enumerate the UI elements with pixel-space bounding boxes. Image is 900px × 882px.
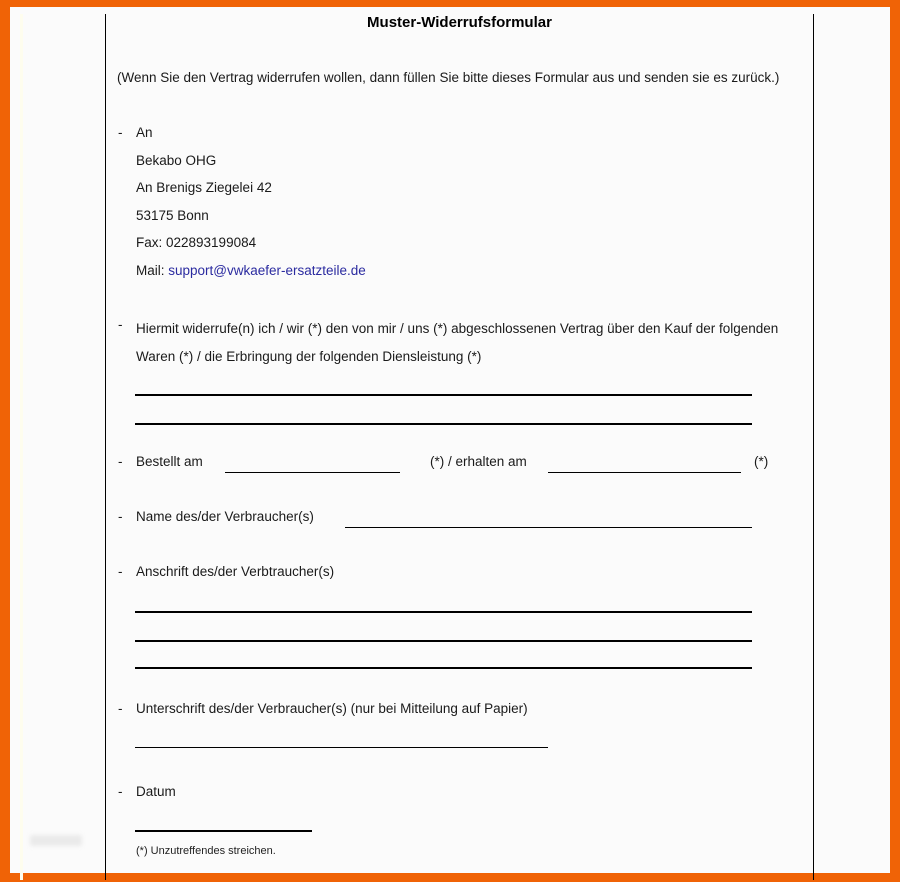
received-on-fill-line [548,472,741,473]
recipient-label: An [136,125,153,140]
goods-fill-line-2 [135,423,752,425]
received-on-label: (*) / erhalten am [430,454,527,469]
support-email-link[interactable]: support@vwkaefer-ersatzteile.de [168,263,366,278]
ordered-on-label: Bestellt am [136,454,203,469]
recipient-street: An Brenigs Ziegelei 42 [136,180,272,195]
left-margin-tint [20,14,23,880]
mail-label: Mail: [136,263,169,278]
recipient-city: 53175 Bonn [136,208,209,223]
date-label: Datum [136,784,176,799]
declaration-text: Hiermit widerrufe(n) ich / wir (*) den von mir / uns (*) abgeschlossenen Vertrag über den Kauf der folgenden Waren (*) / die Erbringung der folgenden Diensleistung (*) [136,321,779,364]
bullet-dash: - [118,784,123,799]
faint-watermark [30,835,82,846]
consumer-address-label: Anschrift des/der Verbtraucher(s) [136,564,335,579]
page-title: Muster-Widerrufsformular [367,14,552,31]
consumer-address-fill-line-3 [135,667,752,669]
bullet-dash: - [118,509,123,524]
consumer-name-label: Name des/der Verbraucher(s) [136,509,314,524]
bullet-dash: - [118,454,123,469]
bullet-dash: - [118,125,123,140]
asterisk-suffix: (*) [754,454,769,469]
bullet-dash: - [118,701,123,716]
footnote: (*) Unzutreffendes streichen. [136,845,276,857]
recipient-fax: Fax: 022893199084 [136,235,257,250]
goods-fill-line-1 [135,394,752,396]
consumer-address-fill-line-1 [135,611,752,613]
consumer-name-fill-line [345,527,752,528]
withdrawal-form-document [105,14,814,880]
signature-label: Unterschrift des/der Verbraucher(s) (nur bei Mitteilung auf Papier) [136,701,528,716]
recipient-company: Bekabo OHG [136,153,217,168]
bullet-dash: - [118,564,123,579]
signature-fill-line [135,747,548,748]
date-fill-line [135,830,312,832]
consumer-address-fill-line-2 [135,640,752,642]
bullet-dash: - [118,317,123,332]
recipient-mail-line [136,263,366,278]
ordered-on-fill-line [225,472,400,473]
intro-text: (Wenn Sie den Vertrag widerrufen wollen, dann füllen Sie bitte dieses Formular aus und senden sie es zurück.) [117,70,780,85]
